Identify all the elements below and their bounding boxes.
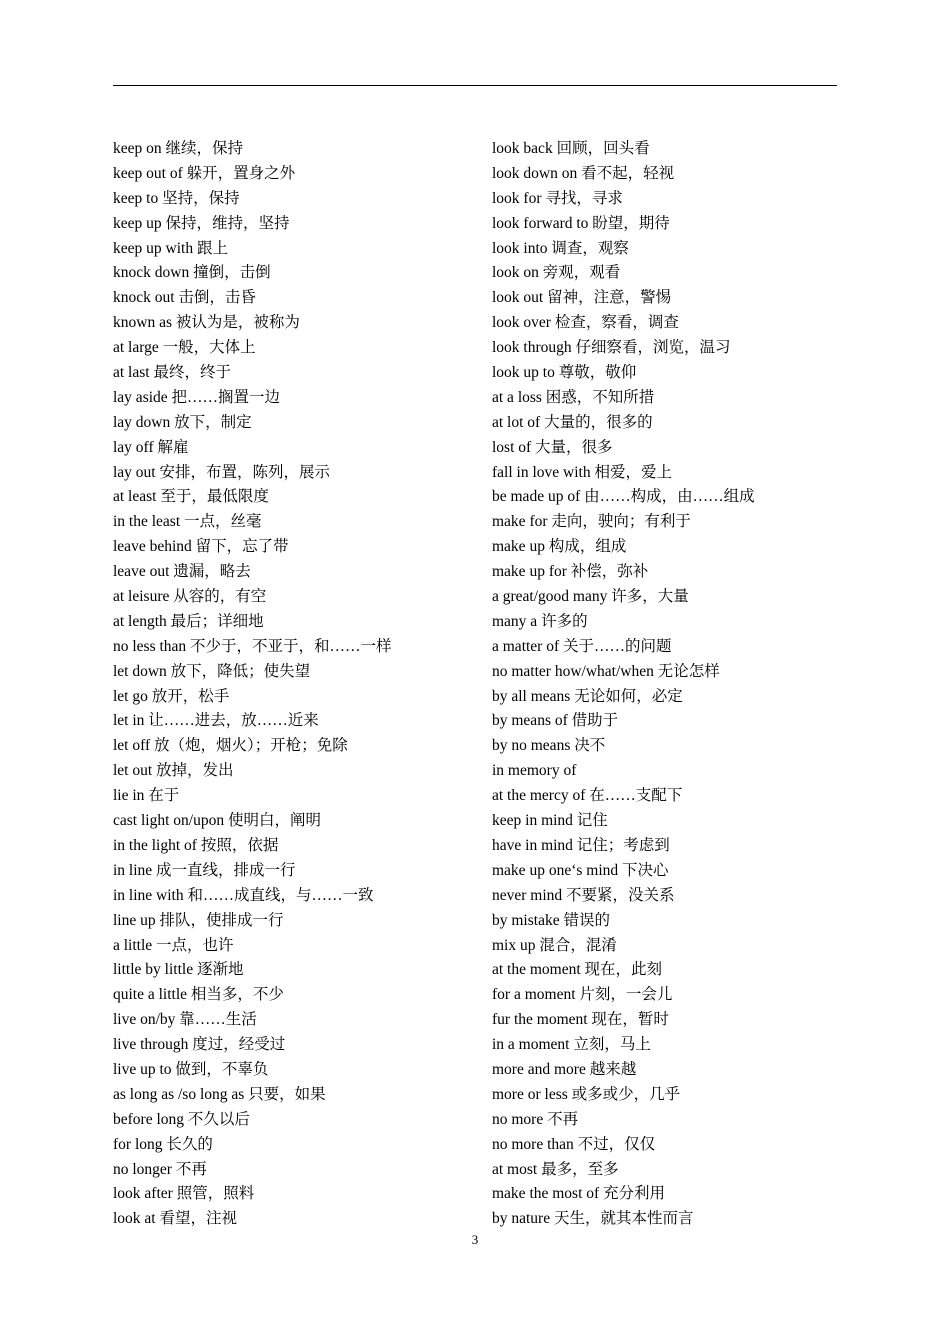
phrase-entry: let in 让……进去，放……近来	[113, 712, 319, 730]
phrase-entry: look into 调查，观察	[492, 239, 629, 257]
phrase-entry: in a moment 立刻，马上	[492, 1036, 651, 1054]
phrase-entry: little by little 逐渐地	[113, 961, 244, 979]
phrase-entry: at a loss 困惑，不知所措	[492, 388, 655, 406]
phrase-entry: no longer 不再	[113, 1160, 207, 1178]
phrase-entry: at length 最后；详细地	[113, 612, 264, 630]
phrase-entry: lost of 大量，很多	[492, 438, 613, 456]
phrase-entry: fall in love with 相爱，爱上	[492, 463, 672, 481]
phrase-entry: make up for 补偿，弥补	[492, 563, 649, 581]
phrase-entry: never mind 不要紧，没关系	[492, 886, 675, 904]
phrase-entry: in line with 和……成直线，与……一致	[113, 886, 374, 904]
phrase-entry: make for 走向，驶向；有利于	[492, 513, 691, 531]
phrase-entry: in the least 一点，丝毫	[113, 513, 262, 531]
phrase-entry: look through 仔细察看，浏览，温习	[492, 339, 731, 357]
phrase-entry: let off 放（炮，烟火）；开枪；免除	[113, 737, 348, 755]
phrase-entry: live on/by 靠……生活	[113, 1011, 257, 1029]
phrase-entry: for long 长久的	[113, 1135, 213, 1153]
phrase-entry: quite a little 相当多，不少	[113, 986, 284, 1004]
phrase-entry: mix up 混合，混淆	[492, 936, 617, 954]
phrase-entry: keep up with 跟上	[113, 239, 228, 257]
phrase-entry: at the moment 现在，此刻	[492, 961, 663, 979]
phrase-entry: by no means 决不	[492, 737, 606, 755]
phrase-entry: look after 照管，照料	[113, 1185, 255, 1203]
phrase-entry: at most 最多，至多	[492, 1160, 619, 1178]
phrase-entry: lay out 安排，布置，陈列，展示	[113, 463, 330, 481]
phrase-entry: fur the moment 现在，暂时	[492, 1011, 669, 1029]
phrase-entry: knock down 撞倒，击倒	[113, 264, 271, 282]
phrase-entry: keep to 坚持，保持	[113, 189, 240, 207]
phrase-entry: look on 旁观，观看	[492, 264, 621, 282]
phrase-entry: many a 许多的	[492, 612, 588, 630]
phrase-entry: at least 至于，最低限度	[113, 488, 269, 506]
phrase-entry: more and more 越来越	[492, 1060, 637, 1078]
phrase-entry: a great/good many 许多，大量	[492, 588, 689, 606]
phrase-entry: by mistake 错误的	[492, 911, 610, 929]
right-phrase-column	[492, 137, 837, 1232]
header-rule	[113, 85, 837, 86]
phrase-entry: by nature 天生，就其本性而言	[492, 1210, 694, 1228]
phrase-entry: lie in 在于	[113, 787, 180, 805]
phrase-entry: at last 最终，终于	[113, 364, 231, 382]
phrase-entry: leave behind 留下，忘了带	[113, 538, 289, 556]
left-phrase-column	[113, 137, 483, 1232]
phrase-entry: leave out 遗漏，略去	[113, 563, 251, 581]
phrase-entry: look back 回顾，回头看	[492, 140, 650, 157]
phrase-entry: lay down 放下，制定	[113, 413, 252, 431]
phrase-entry: known as 被认为是，被称为	[113, 314, 300, 332]
phrase-entry: no less than 不少于，不亚于，和……一样	[113, 637, 392, 655]
phrase-entry: at the mercy of 在……支配下	[492, 787, 683, 805]
phrase-entry: have in mind 记住；考虑到	[492, 836, 670, 854]
phrase-entry: at leisure 从容的，有空	[113, 588, 267, 606]
phrase-entry: in memory of	[492, 762, 577, 780]
phrase-entry: keep on 继续，保持	[113, 140, 244, 157]
phrase-entry: by means of 借助于	[492, 712, 619, 730]
phrase-entry: make the most of 充分利用	[492, 1185, 666, 1203]
phrase-entry: in line 成一直线，排成一行	[113, 861, 296, 879]
phrase-entry: look up to 尊敬，敬仰	[492, 364, 637, 382]
phrase-entry: be made up of 由……构成，由……组成	[492, 488, 755, 506]
phrase-entry: no more 不再	[492, 1110, 579, 1128]
phrase-entry: at lot of 大量的，很多的	[492, 413, 653, 431]
phrase-entry: knock out 击倒，击昏	[113, 289, 256, 307]
phrase-entry: no more than 不过，仅仅	[492, 1135, 656, 1153]
phrase-entry: keep in mind 记住	[492, 812, 608, 830]
phrase-entry: lay aside 把……搁置一边	[113, 388, 281, 406]
phrase-entry: in the light of 按照，依据	[113, 836, 279, 854]
phrase-entry: as long as /so long as 只要，如果	[113, 1085, 326, 1103]
phrase-entry: let out 放掉，发出	[113, 762, 234, 780]
phrase-entry: at large 一般，大体上	[113, 339, 256, 357]
phrase-entry: cast light on/upon 使明白，阐明	[113, 812, 321, 830]
phrase-entry: look at 看望，注视	[113, 1210, 237, 1228]
phrase-entry: look for 寻找，寻求	[492, 189, 623, 207]
phrase-entry: look out 留神，注意，警惕	[492, 289, 672, 307]
phrase-entry: lay off 解雇	[113, 438, 189, 456]
page-number: 3	[471, 1232, 479, 1247]
phrase-entry: let go 放开，松手	[113, 687, 230, 705]
phrase-entry: a little 一点，也许	[113, 936, 234, 954]
phrase-entry: before long 不久以后	[113, 1110, 250, 1128]
phrase-entry: no matter how/what/when 无论怎样	[492, 662, 720, 680]
phrase-entry: live through 度过，经受过	[113, 1036, 286, 1054]
phrase-entry: more or less 或多或少，几乎	[492, 1085, 681, 1103]
phrase-entry: for a moment 片刻，一会儿	[492, 986, 673, 1004]
phrase-entry: look down on 看不起，轻视	[492, 164, 675, 182]
phrase-entry: keep out of 躲开，置身之外	[113, 164, 296, 182]
phrase-entry: let down 放下，降低；使失望	[113, 662, 311, 680]
phrase-entry: keep up 保持，维持，坚持	[113, 214, 290, 232]
phrase-entry: make up 构成，组成	[492, 538, 627, 556]
phrase-entry: make up one‘s mind 下决心	[492, 861, 669, 879]
phrase-entry: by all means 无论如何，必定	[492, 687, 683, 705]
phrase-entry: a matter of 关于……的问题	[492, 637, 672, 655]
phrase-entry: live up to 做到，不辜负	[113, 1060, 269, 1078]
phrase-entry: line up 排队，使排成一行	[113, 911, 284, 929]
phrase-entry: look forward to 盼望，期待	[492, 214, 670, 232]
phrase-entry: look over 检查，察看，调查	[492, 314, 679, 332]
